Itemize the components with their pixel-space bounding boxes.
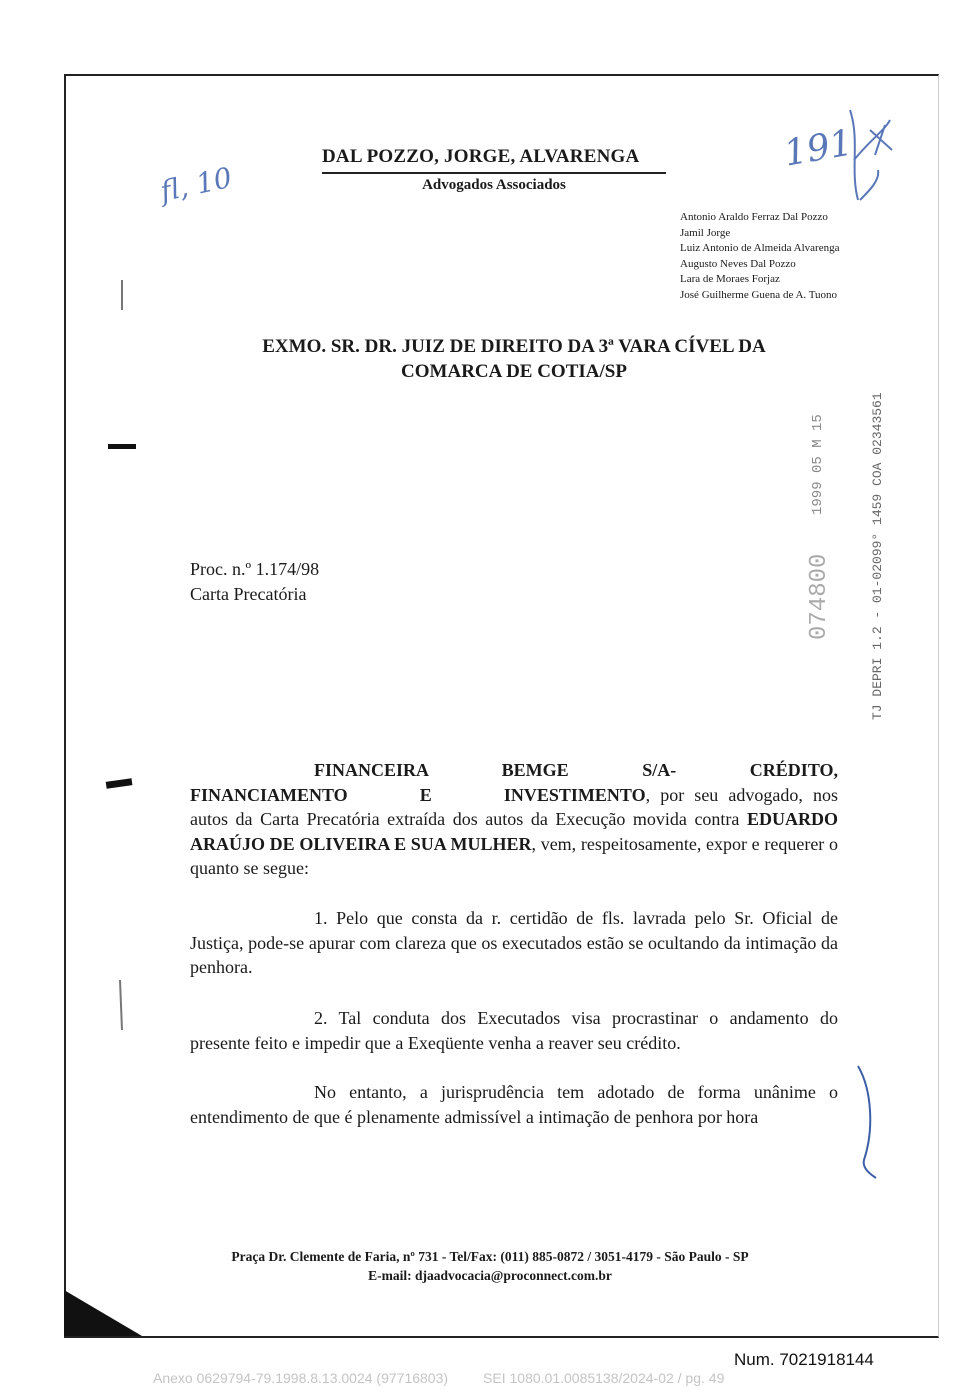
scan-marks — [100, 250, 150, 1050]
partner-name: Luiz Antonio de Almeida Alvarenga — [680, 242, 840, 255]
partners-list — [680, 210, 839, 304]
partner-name: Antonio Araldo Ferraz Dal Pozzo — [680, 211, 828, 223]
body-paragraph-3 — [190, 1080, 838, 1129]
addressee-line: EXMO. SR. DR. JUIZ DE DIREITO DA 3ª VARA CÍVEL DA — [262, 336, 766, 357]
handwritten-page-number: 191 — [780, 122, 856, 175]
number-stamp: 074800 — [806, 553, 833, 640]
defendant-name: EDUARDO ARAÚJO DE OLIVEIRA E SUA MULHER — [190, 809, 838, 854]
firm-underline — [322, 172, 666, 174]
paragraph-text: No entanto, a jurisprudência tem adotado de forma unânime o entendimento de que é plenamente admissível a intimação de penhora por hora — [190, 1082, 838, 1127]
footer-email: E-mail: djaadvocacia@proconnect.com.br — [368, 1268, 612, 1283]
paragraph-text: 1. Pelo que consta da r. certidão de fls. lavrada pelo Sr. Oficial de Justiça, pode-se apurar com clareza que os executados estão se ocultando da intimação da penhora. — [190, 908, 838, 978]
handwritten-folio-note: fl, 10 — [157, 160, 235, 209]
handwritten-signature-mark — [830, 100, 900, 210]
body-paragraph-1 — [190, 906, 838, 980]
intro-text-end: , vem, respeitosamente, expor e requerer o quanto se segue: — [190, 833, 838, 879]
intro-text: , por seu advogado, nos autos da Carta Precatória extraída dos autos da Execução movida contra — [190, 784, 838, 830]
document-number: Num. 7021918144 — [734, 1350, 874, 1369]
date-stamp: 1999 05 M 15 — [810, 414, 826, 515]
body-paragraph-intro — [190, 758, 838, 881]
partner-name: Lara de Moraes Forjaz — [680, 273, 780, 286]
body-paragraph-2 — [190, 1006, 838, 1055]
process-type: Carta Precatória — [190, 584, 307, 604]
protocol-stamp: TJ DEPRI 1.2 - 01-02099° 1459 COA 02343561 — [870, 392, 885, 720]
annex-reference: Anexo 0629794-79.1998.8.13.0024 (97716803) SEI 1080.01.0085138/2024-02 / pg. 49 — [153, 1370, 725, 1386]
party-name: FINANCEIRA BEMGE S/A- CRÉDITO, FINANCIAMENTO E INVESTIMENTO — [190, 760, 838, 805]
process-number: Proc. n.º 1.174/98 — [190, 559, 320, 579]
partner-name: José Guilherme Guena de A. Tuono — [680, 288, 838, 301]
addressee — [190, 334, 838, 384]
letterhead-footer — [190, 1247, 790, 1285]
process-info — [190, 557, 319, 607]
handwritten-bracket-mark — [848, 1060, 888, 1180]
footer-address: Praça Dr. Clemente de Faria, nº 731 - Tel/Fax: (011) 885-0872 / 3051-4179 - São Paulo - SP — [231, 1249, 749, 1264]
partner-name: Jamil Jorge — [680, 226, 731, 239]
firm-subtitle: Advogados Associados — [422, 177, 566, 193]
addressee-line: COMARCA DE COTIA/SP — [401, 361, 627, 382]
firm-name: DAL POZZO, JORGE, ALVARENGA — [322, 146, 640, 167]
paragraph-text: 2. Tal conduta dos Executados visa procrastinar o andamento do presente feito e impedir que a Exeqüente venha a reaver seu crédito. — [190, 1008, 838, 1053]
page-fold-corner — [64, 1290, 144, 1336]
partner-name: Augusto Neves Dal Pozzo — [680, 257, 796, 270]
